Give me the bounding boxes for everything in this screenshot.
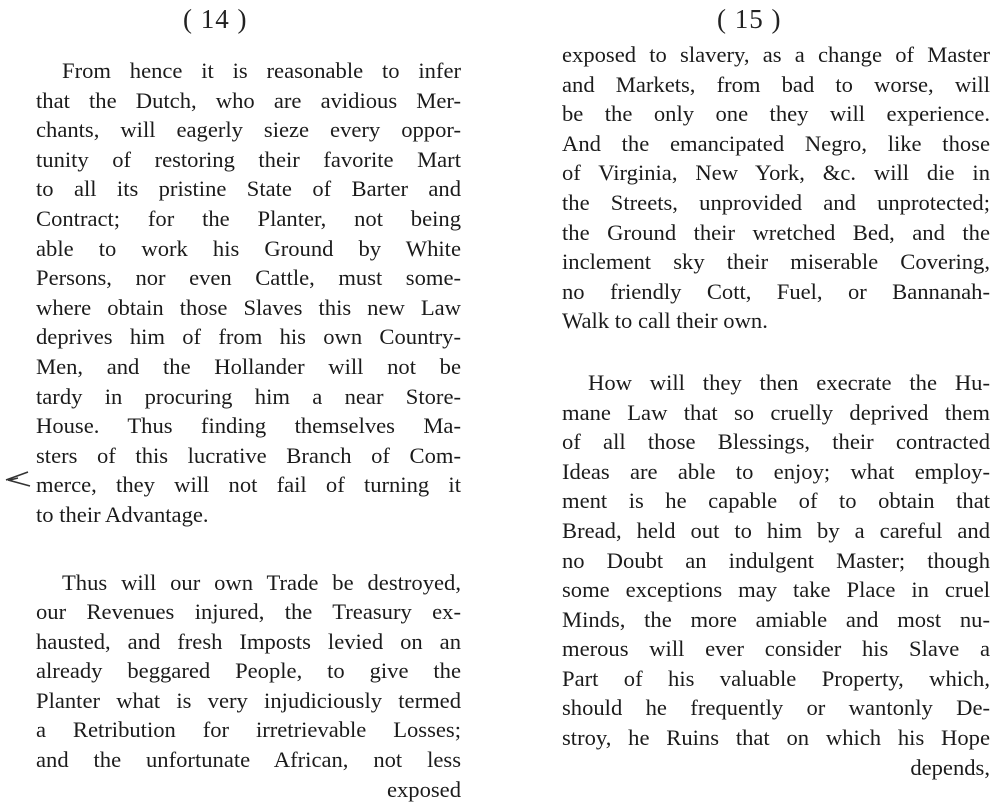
- catchword: depends,: [910, 754, 990, 780]
- text-line: Ideas are able to enjoy; what employ-: [562, 458, 990, 484]
- text-line: And the emancipated Negro, like those: [562, 130, 990, 156]
- text-line: mane Law that so cruelly deprived them: [562, 399, 990, 425]
- text-line: be the only one they will experience.: [562, 101, 990, 127]
- text-line: Persons, nor even Cattle, must some-: [36, 265, 461, 291]
- text-line: merce, they will not fail of turning it: [36, 472, 461, 498]
- text-line: of all those Blessings, their contracted: [562, 429, 990, 455]
- text-line: the Streets, unprovided and unprotected;: [562, 189, 990, 215]
- margin-pencil-mark: [4, 470, 32, 490]
- catchword: exposed: [386, 776, 461, 802]
- page-number: ( 15 ): [717, 4, 782, 34]
- text-line: deprives him of from his own Country-: [36, 324, 461, 350]
- text-line: and Markets, from bad to worse, will: [562, 71, 990, 97]
- text-line: no friendly Cott, Fuel, or Bannanah-: [562, 278, 990, 304]
- text-line: able to work his Ground by White: [36, 235, 461, 261]
- text-line: to all its pristine State of Barter and: [36, 176, 461, 202]
- text-line: that the Dutch, who are avidious Mer-: [36, 87, 461, 113]
- text-line: stroy, he Ruins that on which his Hope: [562, 725, 990, 751]
- text-line: some exceptions may take Place in cruel: [562, 577, 990, 603]
- text-line: of Virginia, New York, &c. will die in: [562, 160, 990, 186]
- text-line: hausted, and fresh Imposts levied on an: [36, 628, 461, 654]
- text-line: merous will ever consider his Slave a: [562, 636, 990, 662]
- text-line: tardy in procuring him a near Store-: [36, 383, 461, 409]
- text-line: and the unfortunate African, not less: [36, 747, 461, 773]
- text-line: Part of his valuable Property, which,: [562, 665, 990, 691]
- text-line: Bread, held out to him by a careful and: [562, 517, 990, 543]
- text-line: our Revenues injured, the Treasury ex-: [36, 599, 461, 625]
- text-line: Minds, the more amiable and most nu-: [562, 606, 990, 632]
- text-line: chants, will eagerly sieze every oppor-: [36, 117, 461, 143]
- paragraph-gap: [36, 530, 461, 568]
- text-line: Thus will our own Trade be destroyed,: [62, 569, 461, 595]
- text-line: inclement sky their miserable Covering,: [562, 249, 990, 275]
- right-page: [500, 0, 1000, 810]
- text-line: exposed to slavery, as a change of Master: [562, 42, 990, 67]
- text-line: Planter what is very injudiciously termed: [36, 687, 461, 713]
- text-line: no Doubt an indulgent Master; though: [562, 547, 990, 573]
- page-number: ( 14 ): [183, 4, 248, 34]
- text-line: a Retribution for irretrievable Losses;: [36, 717, 461, 743]
- paragraph-gap: [562, 336, 990, 368]
- text-line: should he frequently or wantonly De-: [562, 695, 990, 721]
- text-line: already beggared People, to give the: [36, 658, 461, 684]
- text-line: where obtain those Slaves this new Law: [36, 294, 461, 320]
- left-page-text: [36, 56, 461, 804]
- right-page-text: [562, 40, 990, 782]
- text-line: the Ground their wretched Bed, and the: [562, 219, 990, 245]
- text-line: Contract; for the Planter, not being: [36, 205, 461, 231]
- text-line: ment is he capable of to obtain that: [562, 488, 990, 514]
- text-line: How will they then execrate the Hu-: [588, 369, 990, 395]
- text-line: sters of this lucrative Branch of Com-: [36, 442, 461, 468]
- text-line: to their Advantage.: [36, 501, 209, 527]
- text-line: House. Thus finding themselves Ma-: [36, 413, 461, 439]
- text-line: Men, and the Hollander will not be: [36, 353, 461, 379]
- text-line: From hence it is reasonable to infer: [62, 58, 461, 83]
- text-line: Walk to call their own.: [562, 308, 768, 334]
- text-line: tunity of restoring their favorite Mart: [36, 146, 461, 172]
